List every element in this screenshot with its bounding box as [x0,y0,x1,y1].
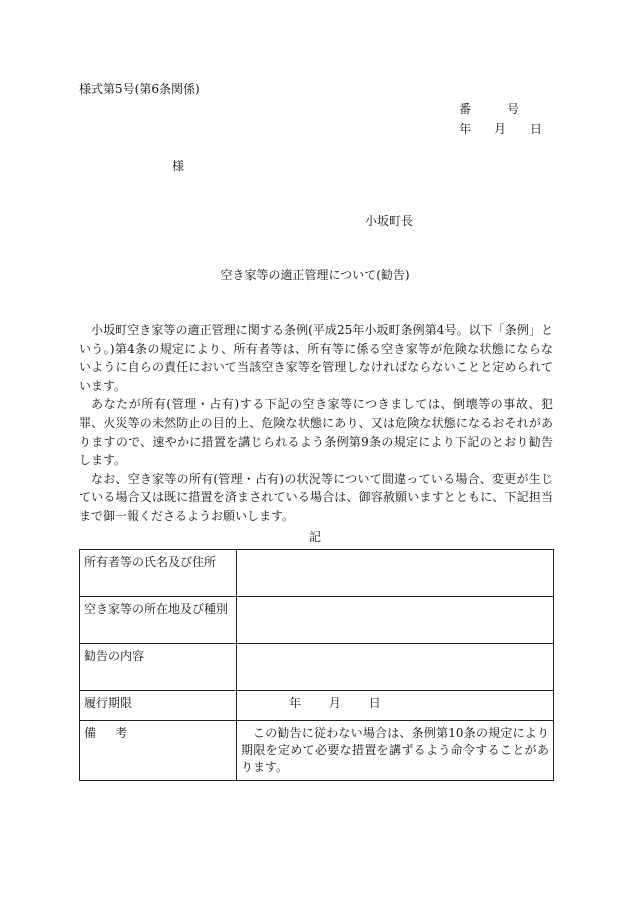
sender-name: 小坂町長 [365,214,414,228]
deadline-month: 月 [328,696,341,710]
addressee-suffix: 様 [172,159,185,173]
table-row [80,721,554,781]
table-row [80,644,554,691]
deadline-value [237,691,554,721]
date-day-label: 日 [530,122,543,136]
deadline-label: 履行期限 [80,691,237,721]
ki-heading: 記 [308,530,321,544]
remarks-label-text: 備考 [84,726,147,740]
owner-label: 所有者等の氏名及び住所 [80,550,237,597]
content-value [237,644,554,691]
document-number-suffix: 号 [507,102,520,116]
location-value [237,597,554,644]
date-year-label: 年 [459,122,472,136]
date-month-label: 月 [494,122,507,136]
paragraph-note: なお、空き家等の所有(管理・占有)の状況等について間違っている場合、変更が生じている場合又は既に措置を済まされている場合は、御容赦願いますとともに、下記担当まで御一報くださるようお願いします。 [79,471,553,523]
deadline-year: 年 [289,696,302,710]
table-row [80,550,554,597]
remarks-value: この勧告に従わない場合は、条例第10条の規定により期限を定めて必要な措置を講ずるよう命令することがあります。 [237,721,554,781]
paragraph-recommendation: あなたが所有(管理・占有)する下記の空き家等につきましては、倒壊等の事故、犯罪、火災等の未然防止の目的上、危険な状態にあり、又は危険な状態になるおそれがありますので、速やかに措置を講じられるよう条例第9条の規定により下記のとおり勧告します。 [79,397,553,468]
document-number-label: 番 [459,102,472,116]
table-row [80,691,554,721]
document-title: 空き家等の適正管理について(勧告) [220,268,410,282]
owner-value [237,550,554,597]
form-number: 様式第5号(第6条関係) [79,82,200,96]
content-label: 勧告の内容 [80,644,237,691]
table-row [80,597,554,644]
deadline-day: 日 [368,696,381,710]
details-table [79,549,554,781]
location-label: 空き家等の所在地及び種別 [80,597,237,644]
remarks-label [80,721,237,781]
body-text [79,321,553,526]
paragraph-regulation: 小坂町空き家等の適正管理に関する条例(平成25年小坂町条例第4号。以下「条例」という。)第4条の規定により、所有者等は、所有等に係る空き家等が危険な状態にならないように自らの責任において当該空き家等を管理しなければならないことと定められています。 [79,323,553,393]
